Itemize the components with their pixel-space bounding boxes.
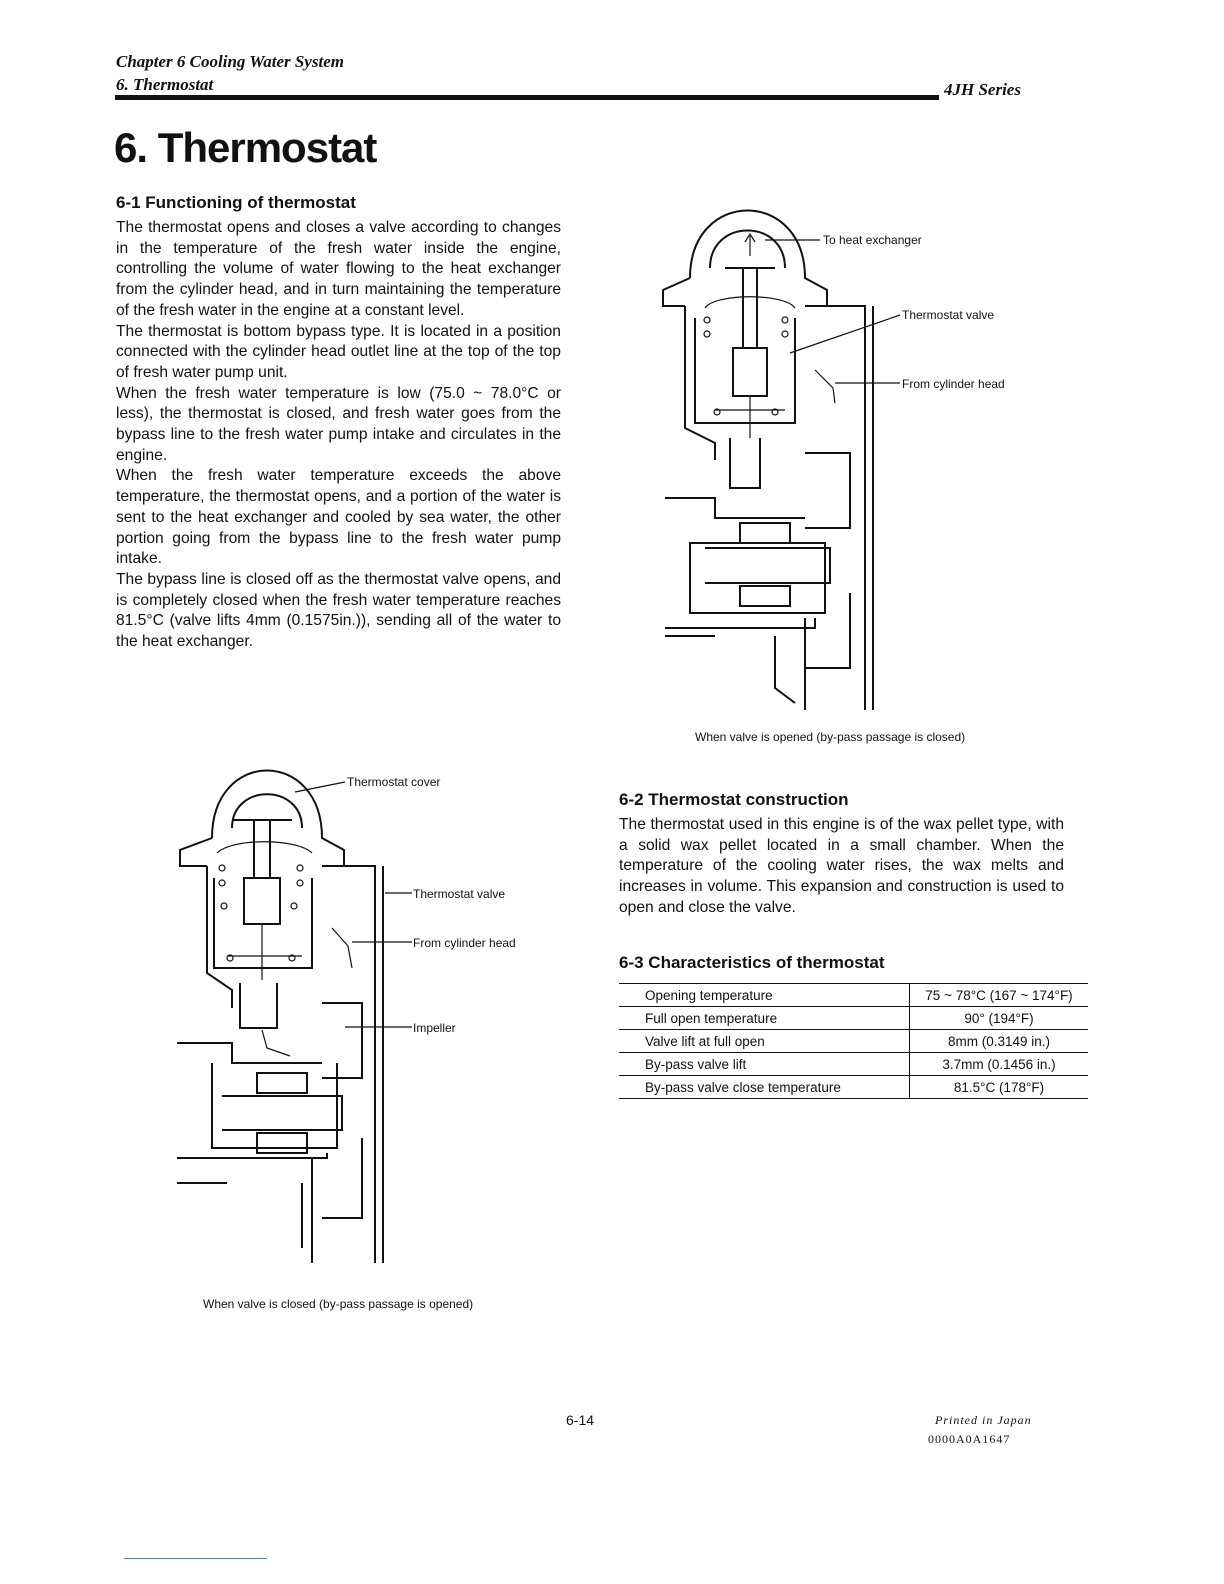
row-value: 90° (194°F) xyxy=(910,1007,1089,1030)
section-2-heading: 6-2 Thermostat construction xyxy=(619,790,849,809)
label-to-heat-exchanger: To heat exchanger xyxy=(823,233,922,247)
table-row xyxy=(619,1007,1088,1030)
printed-in-japan: Printed in Japan xyxy=(935,1413,1032,1427)
header-rule xyxy=(115,95,939,100)
row-value: 75 ~ 78°C (167 ~ 174°F) xyxy=(910,984,1089,1007)
row-value: 81.5°C (178°F) xyxy=(910,1076,1089,1099)
row-item: Full open temperature xyxy=(619,1007,910,1030)
document-code: 0000A0A1647 xyxy=(928,1432,1011,1446)
row-item: Opening temperature xyxy=(619,984,910,1007)
label-impeller: Impeller xyxy=(413,1021,456,1035)
label-from-cylinder-head-open: From cylinder head xyxy=(902,377,1005,391)
page-title: 6. Thermostat xyxy=(114,124,377,171)
page-number: 6-14 xyxy=(566,1412,595,1428)
table-row xyxy=(619,1076,1088,1099)
chapter-title: Chapter 6 Cooling Water System xyxy=(116,52,344,71)
section-1-body xyxy=(116,218,561,653)
s1-paragraph-5: The bypass line is closed off as the thermostat valve opens, and is completely closed when the fresh water temperature reaches 81.5°C (valve lifts 4mm (0.1575in.)), sending all of the water to the heat exchanger. xyxy=(116,570,561,651)
label-thermostat-valve-open: Thermostat valve xyxy=(902,308,995,322)
series-label: 4JH Series xyxy=(944,80,1021,99)
label-thermostat-valve-closed: Thermostat valve xyxy=(413,887,506,901)
label-from-cylinder-head-closed: From cylinder head xyxy=(413,936,516,950)
section-title: 6. Thermostat xyxy=(116,75,214,94)
s1-paragraph-4: When the fresh water temperature exceeds the above temperature, the thermostat opens, and a portion of the water is sent to the heat exchanger and cooled by sea water, the other portion going from the bypass line to the fresh water pump intake. xyxy=(116,467,561,568)
row-item: Valve lift at full open xyxy=(619,1030,910,1053)
section-1-heading: 6-1 Functioning of thermostat xyxy=(116,193,356,212)
row-item: By-pass valve close temperature xyxy=(619,1076,910,1099)
open-diagram-leader-lines xyxy=(735,228,905,398)
caption-valve-opened: When valve is opened (by-pass passage is closed) xyxy=(695,730,966,744)
footer-link-underline xyxy=(124,1558,267,1559)
section-2-body: The thermostat used in this engine is of the wax pellet type, with a solid wax pellet located in a small chamber. When the temperature of the cooling water rises, the wax melts and increases in volume. This expansion and construction is used to open and close the valve. xyxy=(619,816,1064,916)
section-3-heading: 6-3 Characteristics of thermostat xyxy=(619,953,885,972)
s1-paragraph-1: The thermostat opens and closes a valve according to changes in the temperature of the fresh water inside the engine, controlling the volume of water flowing to the heat exchanger from the cylinder head, and in turn maintaining the temperature of the fresh water in the engine at a constant level. xyxy=(116,219,561,319)
characteristics-table xyxy=(619,983,1088,1099)
table-row xyxy=(619,1030,1088,1053)
table-row xyxy=(619,984,1088,1007)
label-thermostat-cover: Thermostat cover xyxy=(347,775,441,789)
s1-paragraph-3: When the fresh water temperature is low (75.0 ~ 78.0°C or less), the thermostat is closed, and fresh water goes from the bypass line to the fresh water pump intake and circulates in the engine. xyxy=(116,384,561,464)
row-item: By-pass valve lift xyxy=(619,1053,910,1076)
closed-diagram-leader-lines xyxy=(290,770,420,1040)
caption-valve-closed: When valve is closed (by-pass passage is opened) xyxy=(203,1297,474,1311)
row-value: 3.7mm (0.1456 in.) xyxy=(910,1053,1089,1076)
s1-paragraph-2: The thermostat is bottom bypass type. It is located in a position connected with the cylinder head outlet line at the top of the top of fresh water pump unit. xyxy=(116,322,561,381)
table-row xyxy=(619,1053,1088,1076)
row-value: 8mm (0.3149 in.) xyxy=(910,1030,1089,1053)
